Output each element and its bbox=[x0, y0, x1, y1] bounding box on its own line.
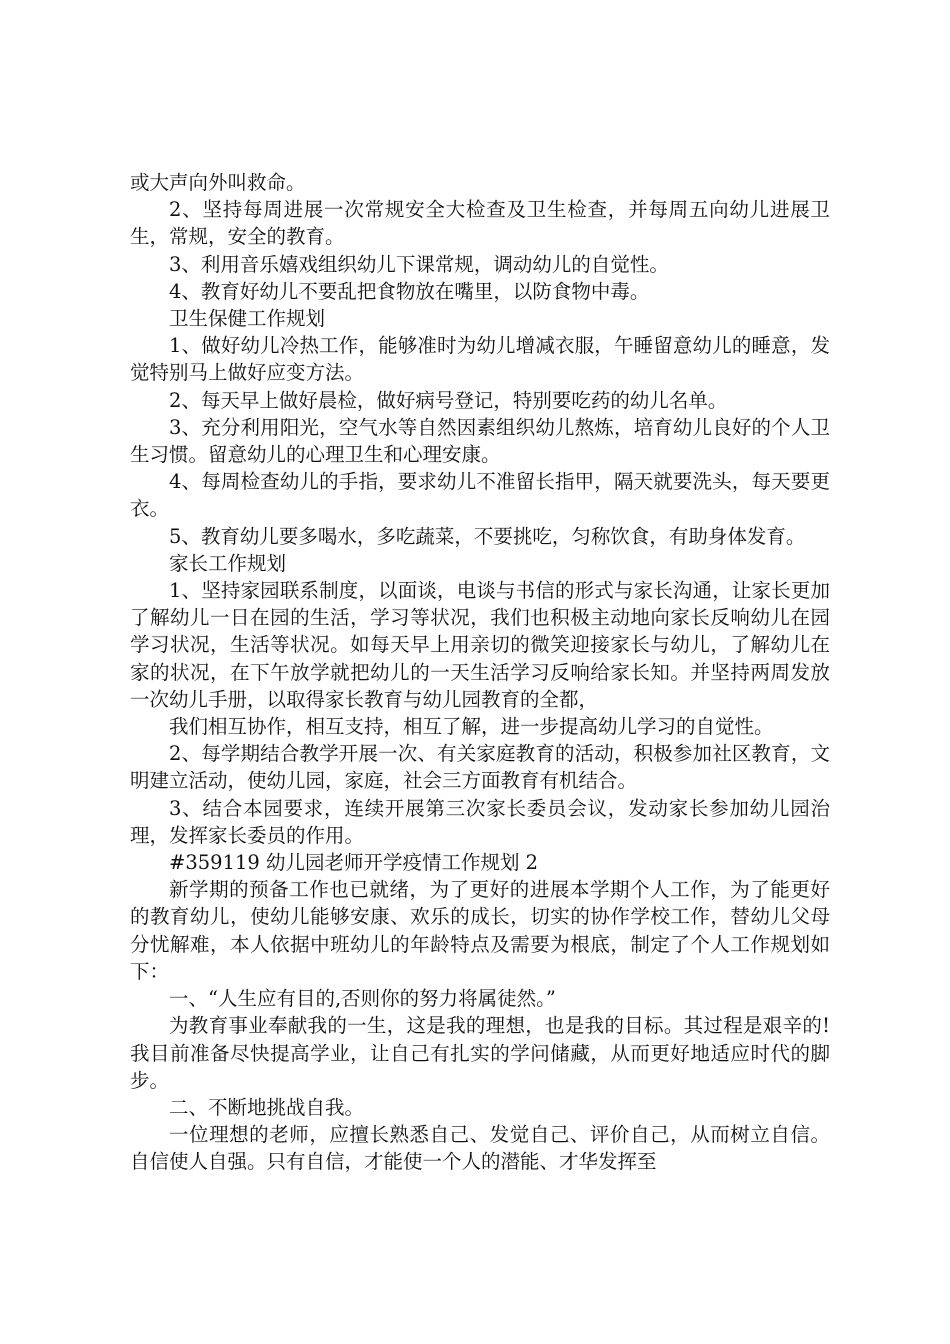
paragraph: 4、每周检查幼儿的手指，要求幼儿不准留长指甲，隔天就要洗头，每天要更衣。 bbox=[130, 470, 830, 521]
paragraph: 卫生保健工作规划 bbox=[169, 307, 326, 331]
paragraph: 一位理想的老师，应擅长熟悉自己、发觉自己、评价自己，从而树立自信。自信使人自强。只有自信，才能使一个人的潜能、才华发挥至 bbox=[130, 1123, 830, 1174]
paragraph: 1、坚持家园联系制度，以面谈，电谈与书信的形式与家长沟通，让家长更加了解幼儿一日在园的生活，学习等状况，我们也积极主动地向家长反响幼儿在园学习状况，生活等状况。如每天早上用亲切的微笑迎接家长与幼儿，了解幼儿在家的状况，在下午放学就把幼儿的一天生活学习反响给家长知。并坚持两周发放一次幼儿手册，以取得家长教育与幼儿园教育的全都， bbox=[130, 579, 830, 711]
paragraph: 为教育事业奉献我的一生，这是我的理想，也是我的目标。其过程是艰辛的!我目前准备尽快提高学业，让自己有扎实的学问储藏，从而更好地适应时代的脚步。 bbox=[130, 1014, 830, 1092]
paragraph: 或大声向外叫救命。 bbox=[130, 171, 306, 194]
paragraph: 2、每天早上做好晨检，做好病号登记，特别要吃药的幼儿名单。 bbox=[169, 388, 728, 412]
paragraph: 5、教育幼儿要多喝水，多吃蔬菜，不要挑吃，匀称饮食，有助身体发育。 bbox=[169, 524, 806, 548]
paragraph: 3、利用音乐嬉戏组织幼儿下课常规，调动幼儿的自觉性。 bbox=[169, 252, 669, 276]
paragraph: 2、每学期结合教学开展一次、有关家庭教育的活动，积极参加社区教育，文明建立活动，使幼儿园，家庭，社会三方面教育有机结合。 bbox=[130, 742, 830, 793]
paragraph: 2、坚持每周进展一次常规安全大检查及卫生检查，并每周五向幼儿进展卫生，常规，安全的教育。 bbox=[130, 198, 830, 249]
document-page bbox=[130, 169, 830, 1176]
paragraph: 一、“人生应有目的,否则你的努力将属徒然。” bbox=[169, 987, 556, 1011]
paragraph: 3、结合本园要求，连续开展第三次家长委员会议，发动家长参加幼儿园治理，发挥家长委员的作用。 bbox=[130, 796, 830, 847]
paragraph: 家长工作规划 bbox=[169, 551, 287, 575]
paragraph: 二、不断地挑战自我。 bbox=[169, 1095, 365, 1119]
paragraph: 1、做好幼儿冷热工作，能够准时为幼儿增减衣服，午睡留意幼儿的睡意，发觉特别马上做好应变方法。 bbox=[130, 334, 830, 385]
paragraph: 3、充分利用阳光，空气水等自然因素组织幼儿熬炼，培育幼儿良好的个人卫生习惯。留意幼儿的心理卫生和心理安康。 bbox=[130, 415, 830, 467]
paragraph: 新学期的预备工作也已就绪，为了更好的进展本学期个人工作，为了能更好的教育幼儿，使幼儿能够安康、欢乐的成长，切实的协作学校工作，替幼儿父母分忧解难，本人依据中班幼儿的年龄特点及需要为根底，制定了个人工作规划如下： bbox=[130, 878, 830, 983]
paragraph: 4、教育好幼儿不要乱把食物放在嘴里，以防食物中毒。 bbox=[169, 279, 650, 303]
paragraph: 我们相互协作，相互支持，相互了解，进一步提高幼儿学习的自觉性。 bbox=[169, 715, 774, 739]
paragraph: #359119 幼儿园老师开学疫情工作规划 2 bbox=[169, 851, 539, 875]
